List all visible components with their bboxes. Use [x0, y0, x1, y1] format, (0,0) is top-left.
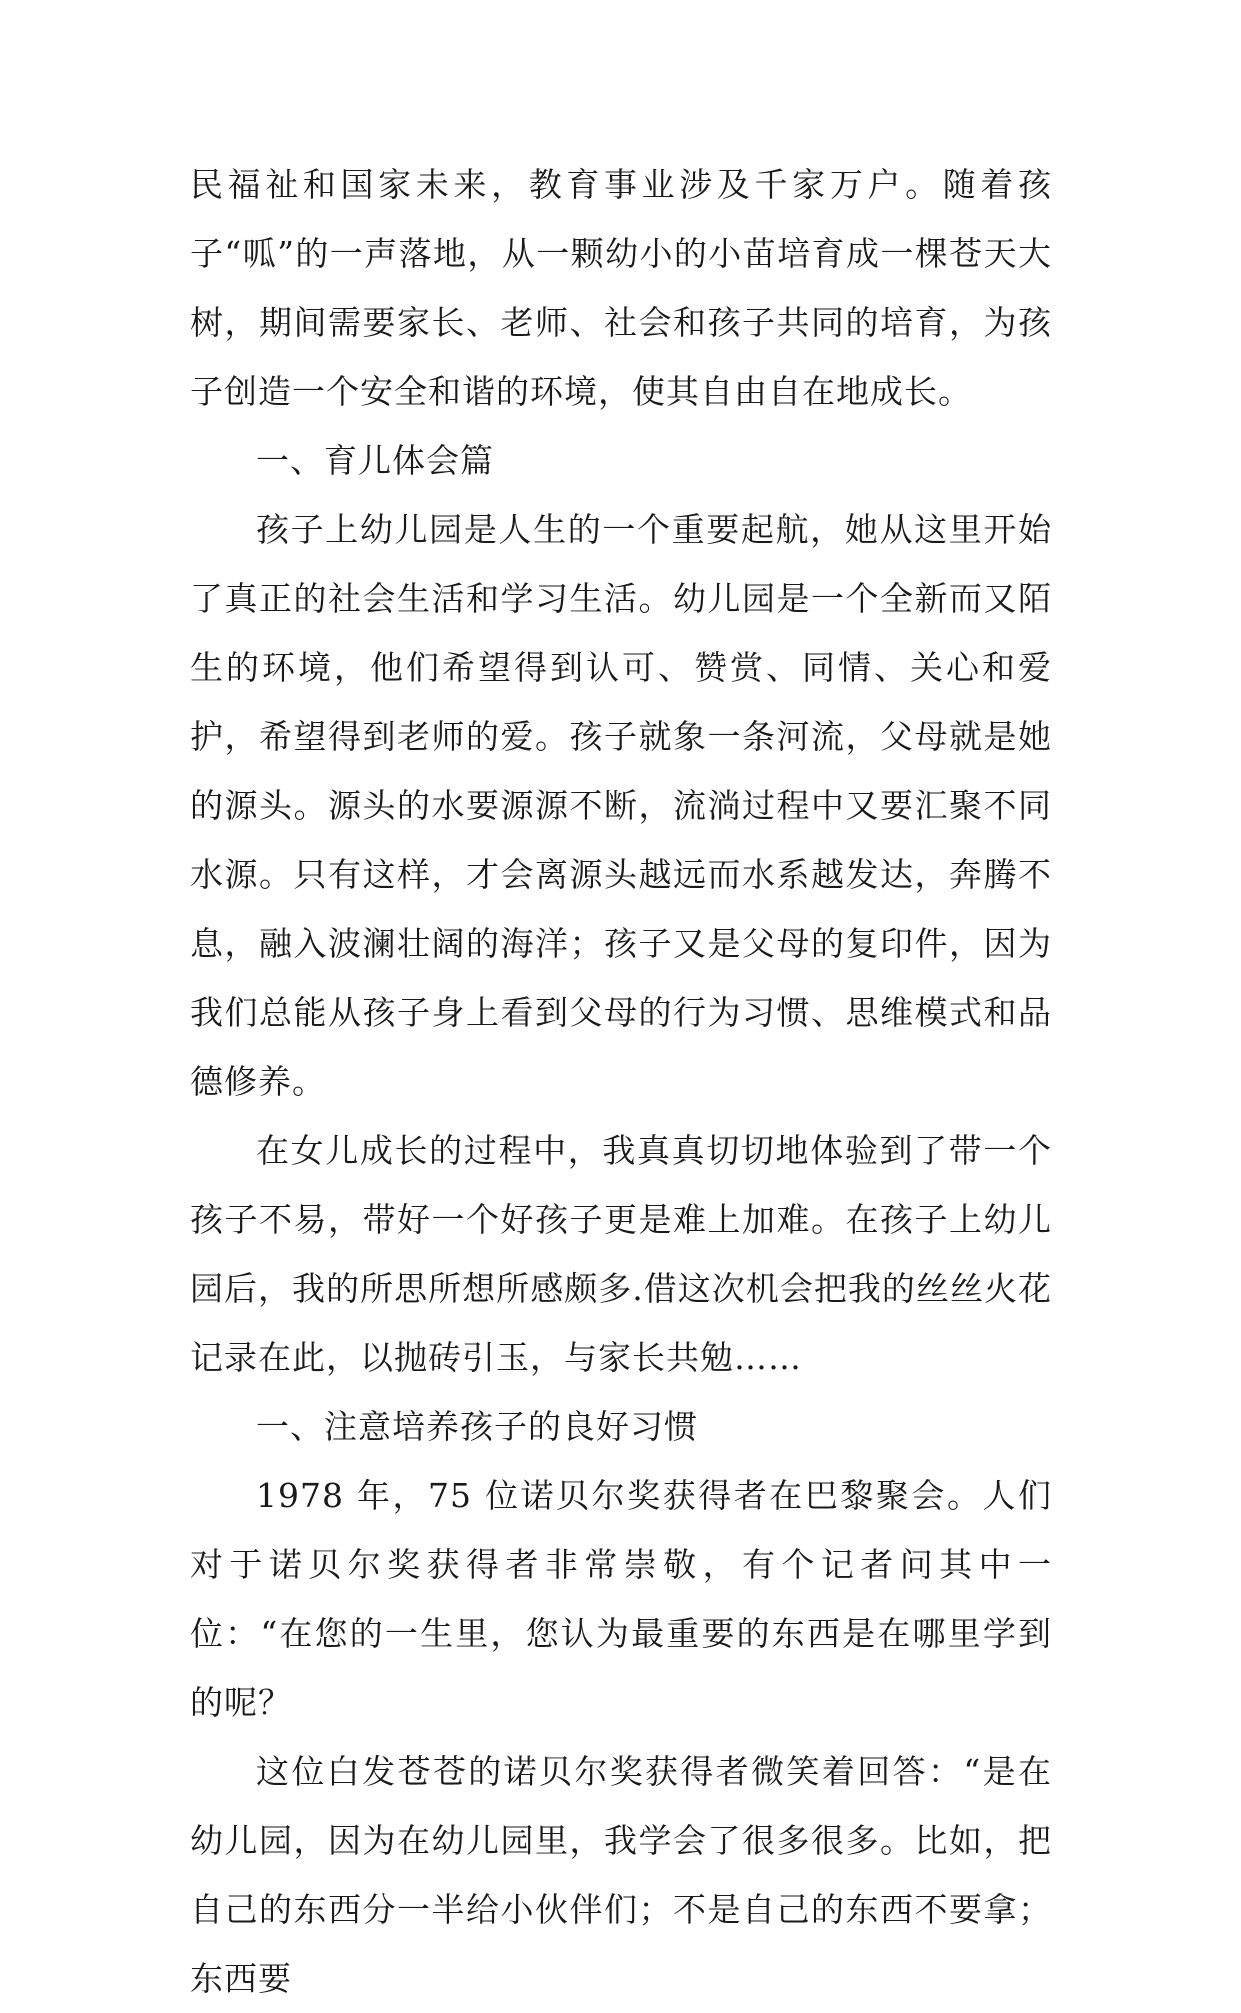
paragraph-nobel-answer: 这位白发苍苍的诺贝尔奖获得者微笑着回答：“是在幼儿园，因为在幼儿园里，我学会了很多很多。比如，把自己的东西分一半给小伙伴们；不是自己的东西不要拿；东西要: [190, 1752, 1052, 1998]
paragraph-kindergarten: 孩子上幼儿园是人生的一个重要起航，她从这里开始了真正的社会生活和学习生活。幼儿园是一个全新而又陌生的环境，他们希望得到认可、赞赏、同情、关心和爱护，希望得到老师的爱。孩子就象一条河流，父母就是她的源头。源头的水要源源不断，流淌过程中又要汇聚不同水源。只有这样，才会离源头越远而水系越发达，奔腾不息，融入波澜壮阔的海洋；孩子又是父母的复印件，因为我们总能从孩子身上看到父母的行为习惯、思维模式和品德修养。: [190, 510, 1052, 1101]
paragraph-daughter-growth: 在女儿成长的过程中，我真真切切地体验到了带一个孩子不易，带好一个好孩子更是难上加难。在孩子上幼儿园后，我的所思所想所感颇多.借这次机会把我的丝丝火花记录在此，以抛砖引玉，与家长共勉……: [190, 1131, 1052, 1377]
paragraph-nobel-1978: 1978 年，75 位诺贝尔奖获得者在巴黎聚会。人们对于诺贝尔奖获得者非常崇敬，有个记者问其中一位：“在您的一生里，您认为最重要的东西是在哪里学到的呢？: [190, 1476, 1052, 1722]
section-heading-parenting: 一、育儿体会篇: [256, 441, 494, 480]
paragraph-intro: 民福祉和国家未来，教育事业涉及千家万户。随着孩子“呱”的一声落地，从一颗幼小的小苗培育成一棵苍天大树，期间需要家长、老师、社会和孩子共同的培育，为孩子创造一个安全和谐的环境，使其自由自在地成长。: [190, 165, 1052, 411]
body-text: [190, 150, 1052, 2013]
section-heading-habits: 一、注意培养孩子的良好习惯: [256, 1407, 698, 1446]
